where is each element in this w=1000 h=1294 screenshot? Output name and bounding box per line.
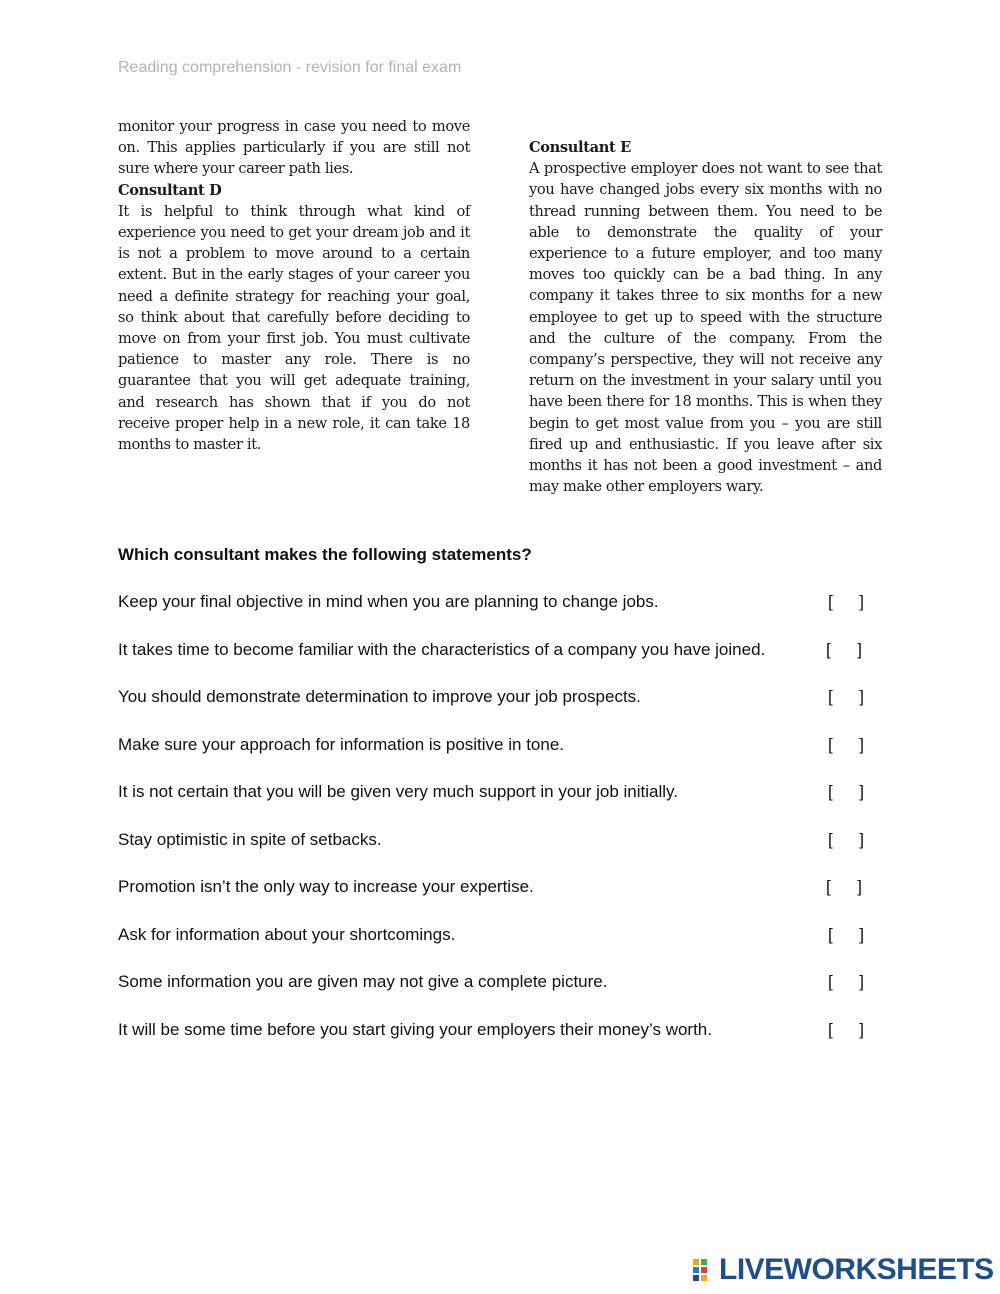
- bracket-close: ]: [859, 829, 864, 849]
- bracket-open: [: [828, 1019, 833, 1039]
- bracket-close: ]: [859, 734, 864, 754]
- answer-box[interactable]: [826, 877, 862, 897]
- statement-text: Ask for information about your shortcomings.: [118, 924, 456, 944]
- answer-box[interactable]: [828, 687, 864, 707]
- consultant-e-heading: Consultant E: [529, 139, 631, 156]
- liveworksheets-logo-text: LIVEWORKSHEETS: [719, 1253, 994, 1286]
- bracket-open: [: [828, 782, 833, 801]
- statement-row: [118, 972, 878, 1020]
- answer-box[interactable]: [828, 925, 864, 945]
- bracket-close: ]: [859, 972, 864, 991]
- bracket-close: ]: [859, 687, 864, 706]
- statement-text: It takes time to become familiar with the characteristics of a company you have joined.: [118, 639, 766, 659]
- left-column: [118, 116, 470, 455]
- intro-paragraph: monitor your progress in case you need to move on. This applies particularly if you are still not sure where your career path lies.: [118, 118, 470, 178]
- statement-row: [118, 735, 878, 783]
- statement-row: [118, 782, 878, 830]
- statement-text: You should demonstrate determination to improve your job prospects.: [118, 687, 641, 706]
- bracket-open: [: [828, 972, 833, 991]
- statement-row: [118, 830, 878, 878]
- statement-list: [118, 592, 878, 1067]
- statement-row: [118, 877, 878, 925]
- right-column: [529, 137, 882, 497]
- question-title: Which consultant makes the following statements?: [118, 545, 532, 564]
- statement-text: Some information you are given may not give a complete picture.: [118, 972, 608, 991]
- answer-box[interactable]: [828, 830, 864, 850]
- statement-text: Make sure your approach for information is positive in tone.: [118, 734, 565, 754]
- statement-text: It is not certain that you will be given very much support in your job initially.: [118, 782, 679, 801]
- bracket-close: ]: [857, 877, 862, 896]
- page-header: Reading comprehension - revision for final exam: [118, 59, 462, 76]
- statement-text: Promotion isn’t the only way to increase your expertise.: [118, 877, 534, 896]
- bracket-open: [: [826, 639, 831, 659]
- statement-row: [118, 592, 878, 640]
- answer-box[interactable]: [828, 1020, 864, 1040]
- bracket-close: ]: [859, 924, 864, 944]
- statement-text: Keep your final objective in mind when you are planning to change jobs.: [118, 592, 659, 611]
- bracket-close: ]: [859, 782, 864, 801]
- bracket-open: [: [828, 924, 833, 944]
- consultant-d-heading: Consultant D: [118, 181, 222, 199]
- bracket-open: [: [828, 829, 833, 849]
- bracket-open: [: [828, 734, 833, 754]
- bracket-open: [: [828, 687, 833, 706]
- answer-box[interactable]: [828, 972, 864, 992]
- liveworksheets-logo-icon: [693, 1259, 715, 1281]
- bracket-open: [: [826, 877, 831, 896]
- consultant-d-text: It is helpful to think through what kind of experience you need to get your dream job and it is not a problem to move around to a certain extent. But in the early stages of your career you need a definite strategy for reaching your goal, so think about that carefully before deciding to move on from your first job. You must cultivate patience to master any role. There is no guarantee that you will get adequate training, and research has shown that if you do not receive proper help in a new role, it can take 18 months to master it.: [118, 202, 470, 454]
- statement-row: [118, 687, 878, 735]
- consultant-e-text: A prospective employer does not want to see that you have changed jobs every six months with no thread running between them. You need to be able to demonstrate the quality of your experience to a future employer, and too many moves too quickly can be a bad thing. In any company it takes three to six months for a new employee to get up to speed with the structure and the culture of the company. From the company’s perspective, they will not receive any return on the investment in your salary until you have been there for 18 months. This is when they begin to get most value from you – you are still fired up and enthusiastic. If you leave after six months it has not been a good investment – and may make other employers wary.: [529, 160, 882, 496]
- statement-row: [118, 1020, 878, 1068]
- statement-row: [118, 925, 878, 973]
- answer-box[interactable]: [828, 735, 864, 755]
- answer-box[interactable]: [826, 640, 862, 660]
- bracket-close: ]: [859, 1019, 864, 1039]
- answer-box[interactable]: [828, 592, 864, 612]
- bracket-close: ]: [857, 639, 862, 659]
- liveworksheets-logo: [693, 1253, 994, 1287]
- answer-box[interactable]: [828, 782, 864, 802]
- bracket-close: ]: [859, 592, 864, 611]
- statement-text: Stay optimistic in spite of setbacks.: [118, 829, 382, 849]
- statement-row: [118, 640, 878, 688]
- statement-text: It will be some time before you start giving your employers their money’s worth.: [118, 1019, 712, 1039]
- bracket-open: [: [828, 592, 833, 611]
